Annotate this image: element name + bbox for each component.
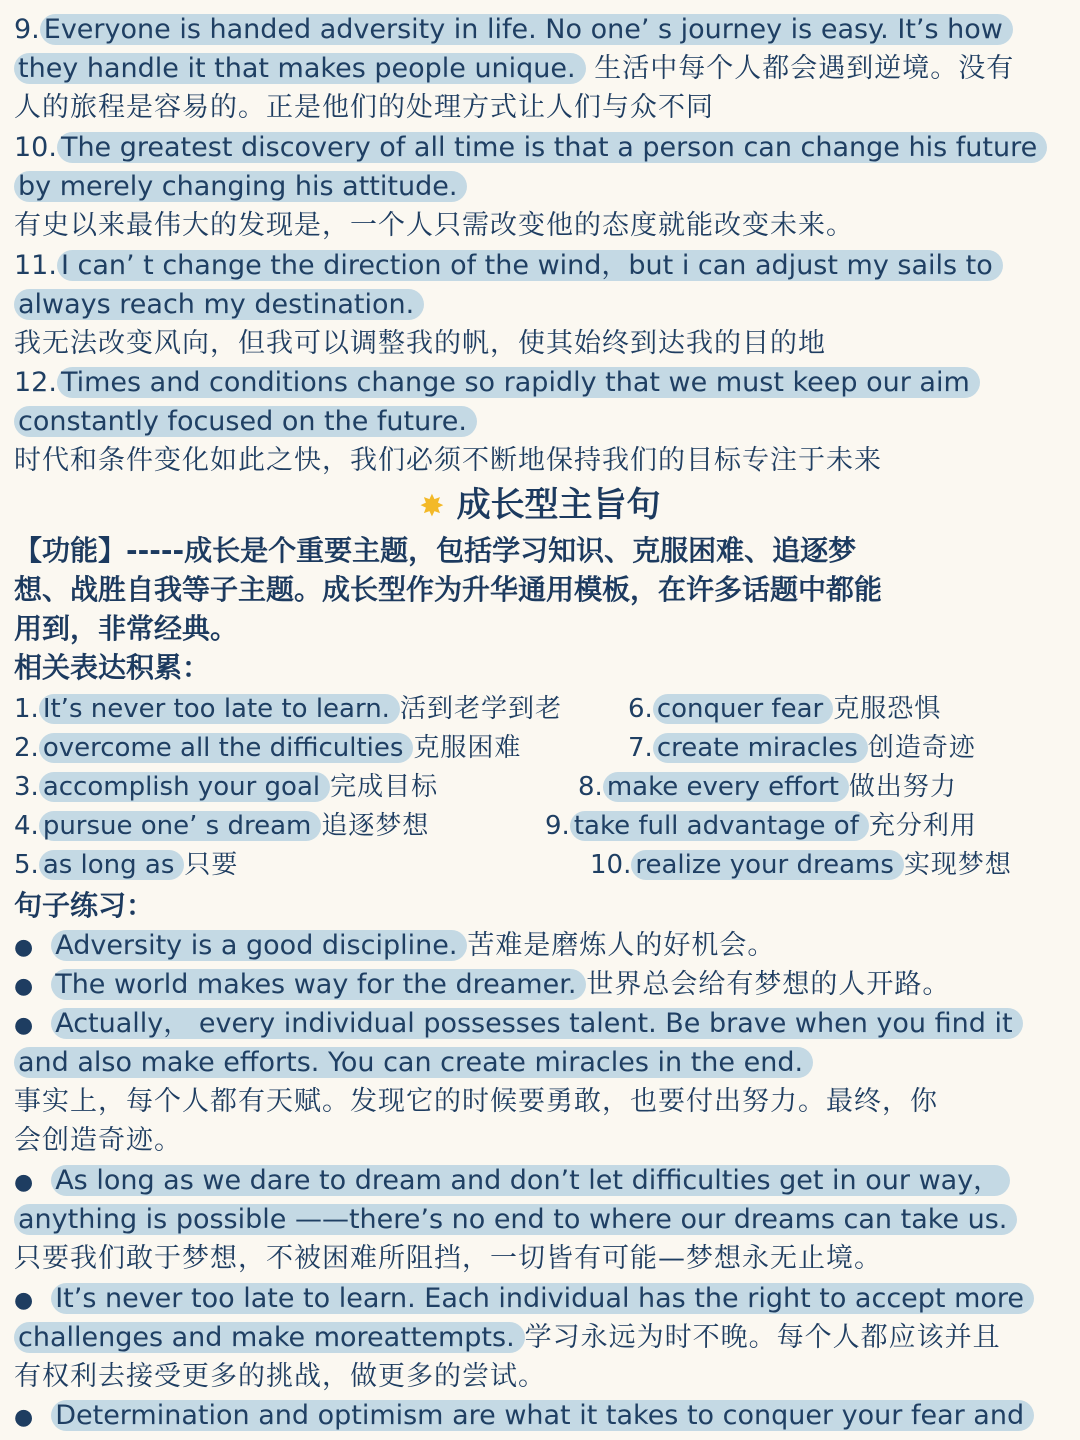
- bullet-dot-icon: ●: [14, 1288, 34, 1313]
- expression-10: 10. realize your dreams 实现梦想: [590, 850, 1012, 880]
- practice-3-zh-2: 会创造奇迹。: [14, 1125, 182, 1156]
- expression-5: 5. as long as 只要: [14, 850, 239, 880]
- practice-5-line-1: ● It’s never too late to learn. Each individual has the right to accept more: [14, 1279, 1070, 1318]
- practice-6-line-1: ● Determination and optimism are what it takes to conquer your fear and: [14, 1396, 1070, 1435]
- practice-3-line-2: and also make efforts. You can create miracles in the end.: [14, 1043, 1070, 1082]
- practice-3-zh-1: 事实上，每个人都有天赋。发现它的时候要勇敢，也要付出努力。最终，你: [14, 1086, 938, 1117]
- quote-9-zh: 人的旅程是容易的。正是他们的处理方式让人们与众不同: [14, 92, 714, 123]
- bullet-dot-icon: ●: [14, 1170, 34, 1195]
- quote-10-line-2: [14, 167, 1070, 206]
- practice-1: ● Adversity is a good discipline. 苦难是磨炼人的好机会。: [14, 930, 776, 961]
- quote-9-en-2: they handle it that makes people unique.: [14, 53, 586, 84]
- practice-2: ● The world makes way for the dreamer. 世界总会给有梦想的人开路。: [14, 969, 951, 1000]
- quote-9-line-1: 9. Everyone is handed adversity in life. No one’ s journey is easy. It’s how: [14, 10, 1070, 49]
- expression-1: 1. It’s never too late to learn. 活到老学到老: [14, 694, 562, 724]
- quote-12-line-1: 12. Times and conditions change so rapidly that we must keep our aim: [14, 363, 1070, 402]
- practice-5-line-2: challenges and make moreattempts. 学习永远为时不晚。每个人都应该并且: [14, 1318, 1070, 1357]
- quote-10-line-1: 10. The greatest discovery of all time is that a person can change his future: [14, 128, 1070, 167]
- bullet-dot-icon: ●: [14, 1405, 34, 1430]
- practice-label: 句子练习：: [14, 889, 155, 922]
- quote-9-line-2: [14, 49, 1070, 88]
- quote-11-line-2: [14, 285, 1070, 324]
- bullet-dot-icon: ●: [14, 935, 34, 960]
- bullet-dot-icon: ●: [14, 1013, 34, 1038]
- quote-12-en-2: constantly focused on the future.: [14, 406, 477, 437]
- section-title: [0, 484, 1080, 528]
- quote-10-en-2: by merely changing his attitude.: [14, 171, 467, 202]
- practice-4-line-1: ● As long as we dare to dream and don’t let difficulties get in our way，: [14, 1161, 1070, 1200]
- expression-2: 2. overcome all the difficulties 克服困难: [14, 733, 522, 763]
- quote-12-zh: 时代和条件变化如此之快，我们必须不断地保持我们的目标专注于未来: [14, 445, 882, 476]
- function-line-1: 【功能】-----成长是个重要主题，包括学习知识、克服困难、追逐梦: [14, 534, 857, 567]
- function-line-3: 用到，非常经典。: [14, 612, 239, 645]
- function-line-2: 想、战胜自我等子主题。成长型作为升华通用模板，在许多话题中都能: [14, 573, 883, 606]
- expression-3: 3. accomplish your goal 完成目标: [14, 772, 439, 802]
- quote-11-zh: 我无法改变风向，但我可以调整我的帆，使其始终到达我的目的地: [14, 328, 826, 359]
- quote-9-en-1: Everyone is handed adversity in life. No one’ s journey is easy. It’s how: [40, 14, 1013, 45]
- expression-6: 6. conquer fear 克服恐惧: [628, 694, 942, 724]
- expression-9: 9. take full advantage of 充分利用: [545, 811, 977, 841]
- practice-3-line-1: ● Actually， every individual possesses talent. Be brave when you find it: [14, 1004, 1070, 1043]
- quote-9-zh-inline: 生活中每个人都会遇到逆境。没有: [594, 53, 1015, 84]
- expression-7: 7. create miracles 创造奇迹: [628, 733, 976, 763]
- practice-5-zh: 有权利去接受更多的挑战，做更多的尝试。: [14, 1361, 546, 1392]
- expressions-label: 相关表达积累：: [14, 651, 211, 684]
- quote-12-line-2: [14, 402, 1070, 441]
- quote-11-en-1: I can’ t change the direction of the wind，but i can adjust my sails to: [57, 250, 1003, 281]
- practice-4-line-2: anything is possible ——there’s no end to where our dreams can take us.: [14, 1200, 1070, 1239]
- practice-4-zh: 只要我们敢于梦想，不被困难所阻挡，一切皆有可能—梦想永无止境。: [14, 1243, 882, 1274]
- bullet-dot-icon: ●: [14, 974, 34, 999]
- quote-10-zh: 有史以来最伟大的发现是，一个人只需改变他的态度就能改变未来。: [14, 210, 854, 241]
- quote-11-en-2: always reach my destination.: [14, 289, 424, 320]
- section-title-text: 成长型主旨句: [456, 485, 661, 525]
- quote-12-en-1: Times and conditions change so rapidly that we must keep our aim: [57, 367, 980, 398]
- expression-4: 4. pursue one’ s dream 追逐梦想: [14, 811, 430, 841]
- quote-10-en-1: The greatest discovery of all time is that a person can change his future: [57, 132, 1047, 163]
- quote-11-line-1: 11. I can’ t change the direction of the wind，but i can adjust my sails to: [14, 246, 1070, 285]
- star-icon: ✸: [419, 489, 445, 524]
- expression-8: 8. make every effort 做出努力: [578, 772, 957, 802]
